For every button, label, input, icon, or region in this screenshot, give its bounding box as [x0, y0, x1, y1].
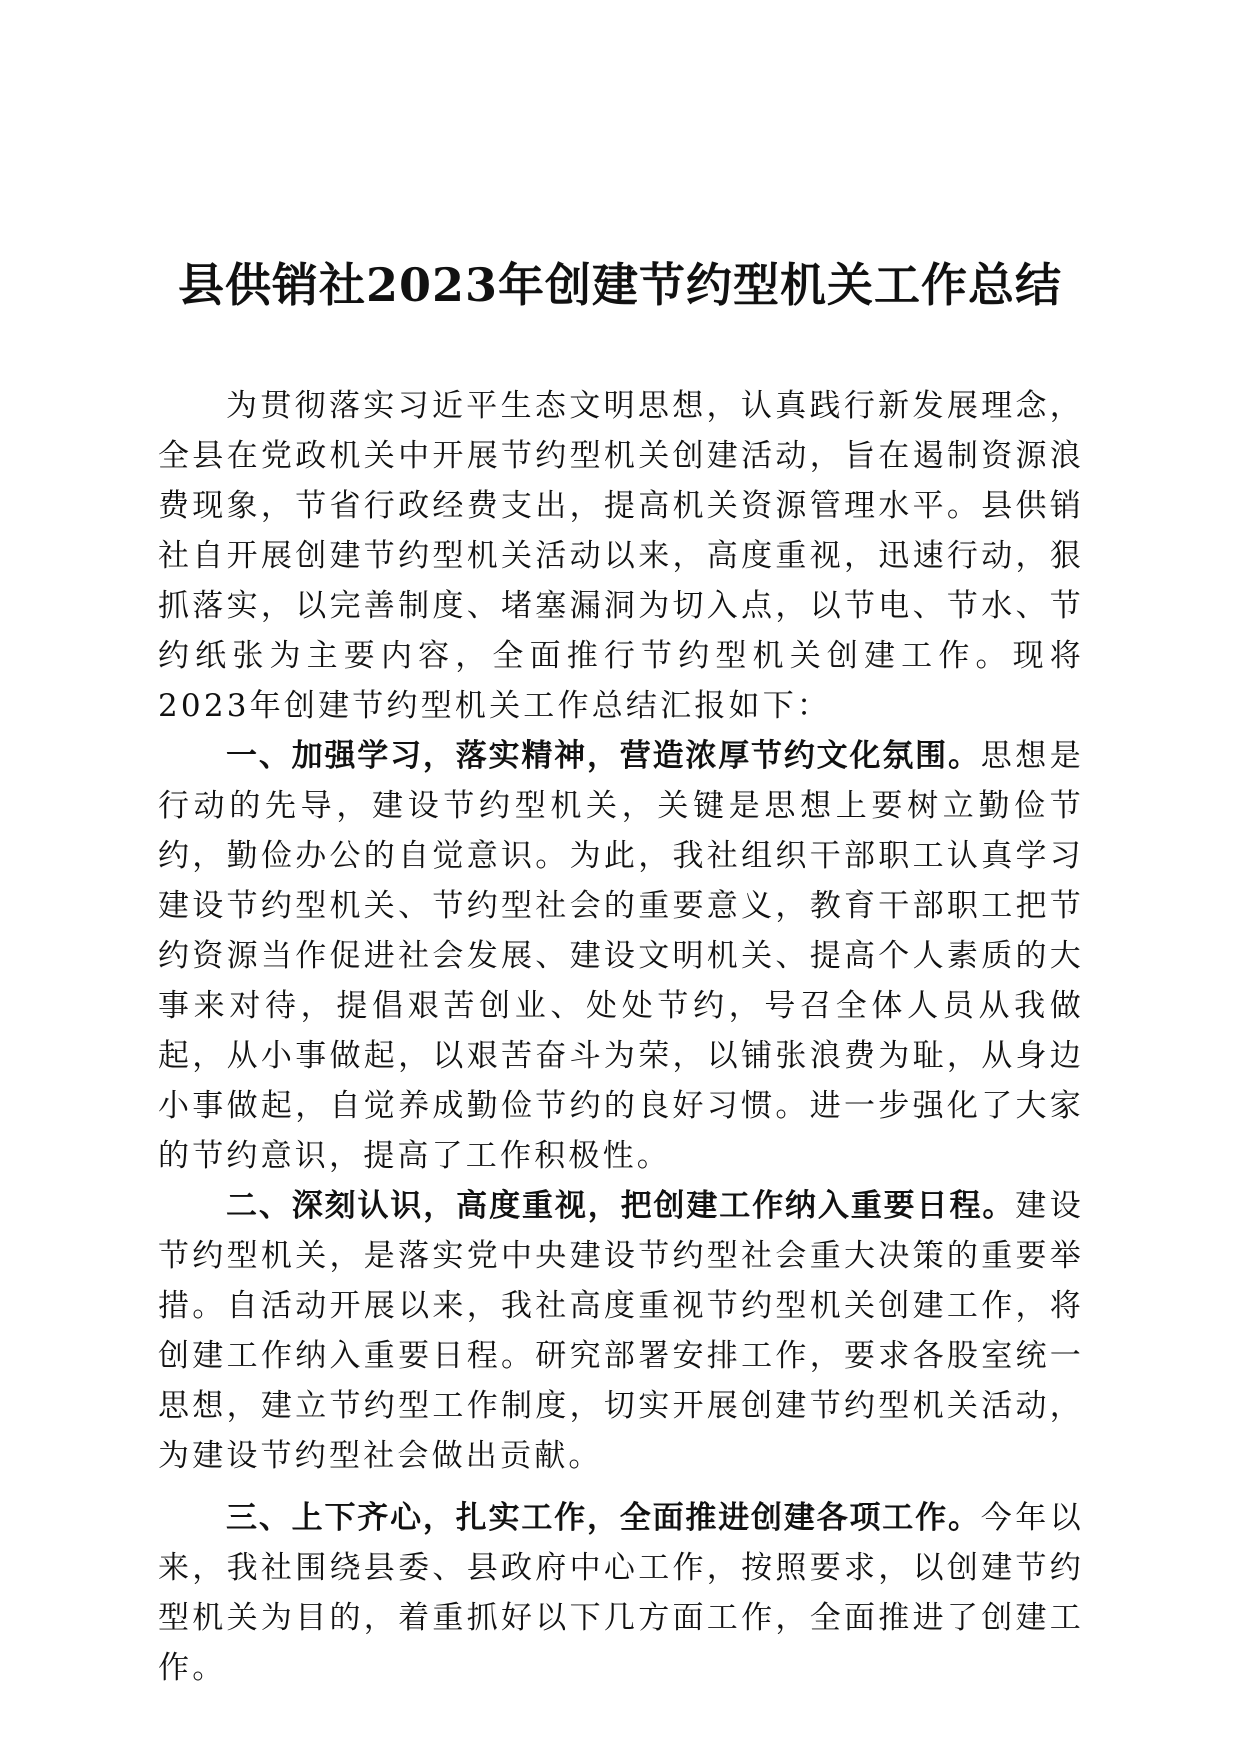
section-heading: 三、上下齐心，扎实工作，全面推进创建各项工作。 — [226, 1500, 981, 1536]
section-paragraph — [158, 1493, 1084, 1693]
section-paragraph — [158, 1181, 1084, 1481]
section-text: 思想是行动的先导，建设节约型机关，关键是思想上要树立勤俭节约，勤俭办公的自觉意识。为此，我社组织干部职工认真学习建设节约型机关、节约型社会的重要意义，教育干部职工把节约资源当作促进社会发展、建设文明机关、提高个人素质的大事来对待，提倡艰苦创业、处处节约，号召全体人员从我做起，从小事做起，以艰苦奋斗为荣，以铺张浪费为耻，从身边小事做起，自觉养成勤俭节约的良好习惯。进一步强化了大家的节约意识，提高了工作积极性。 — [158, 738, 1084, 1174]
section-paragraph — [158, 731, 1084, 1181]
section-text: 建设节约型机关，是落实党中央建设节约型社会重大决策的重要举措。自活动开展以来，我社高度重视节约型机关创建工作，将创建工作纳入重要日程。研究部署安排工作，要求各股室统一思想，建立节约型工作制度，切实开展创建节约型机关活动，为建设节约型社会做出贡献。 — [158, 1188, 1085, 1474]
section-heading: 二、深刻认识，高度重视，把创建工作纳入重要日程。 — [226, 1188, 1016, 1224]
document-title: 县供销社2023年创建节约型机关工作总结 — [177, 258, 1063, 312]
section-heading: 一、加强学习，落实精神，营造浓厚节约文化氛围。 — [226, 738, 981, 774]
document-body — [158, 381, 1084, 1693]
section-text: 今年以来，我社围绕县委、县政府中心工作，按照要求，以创建节约型机关为目的，着重抓好以下几方面工作，全面推进了创建工作。 — [158, 1500, 1084, 1686]
intro-paragraph: 为贯彻落实习近平生态文明思想，认真践行新发展理念，全县在党政机关中开展节约型机关创建活动，旨在遏制资源浪费现象，节省行政经费支出，提高机关资源管理水平。县供销社自开展创建节约型机关活动以来，高度重视，迅速行动，狠抓落实，以完善制度、堵塞漏洞为切入点，以节电、节水、节约纸张为主要内容，全面推行节约型机关创建工作。现将2023年创建节约型机关工作总结汇报如下： — [158, 388, 1084, 724]
